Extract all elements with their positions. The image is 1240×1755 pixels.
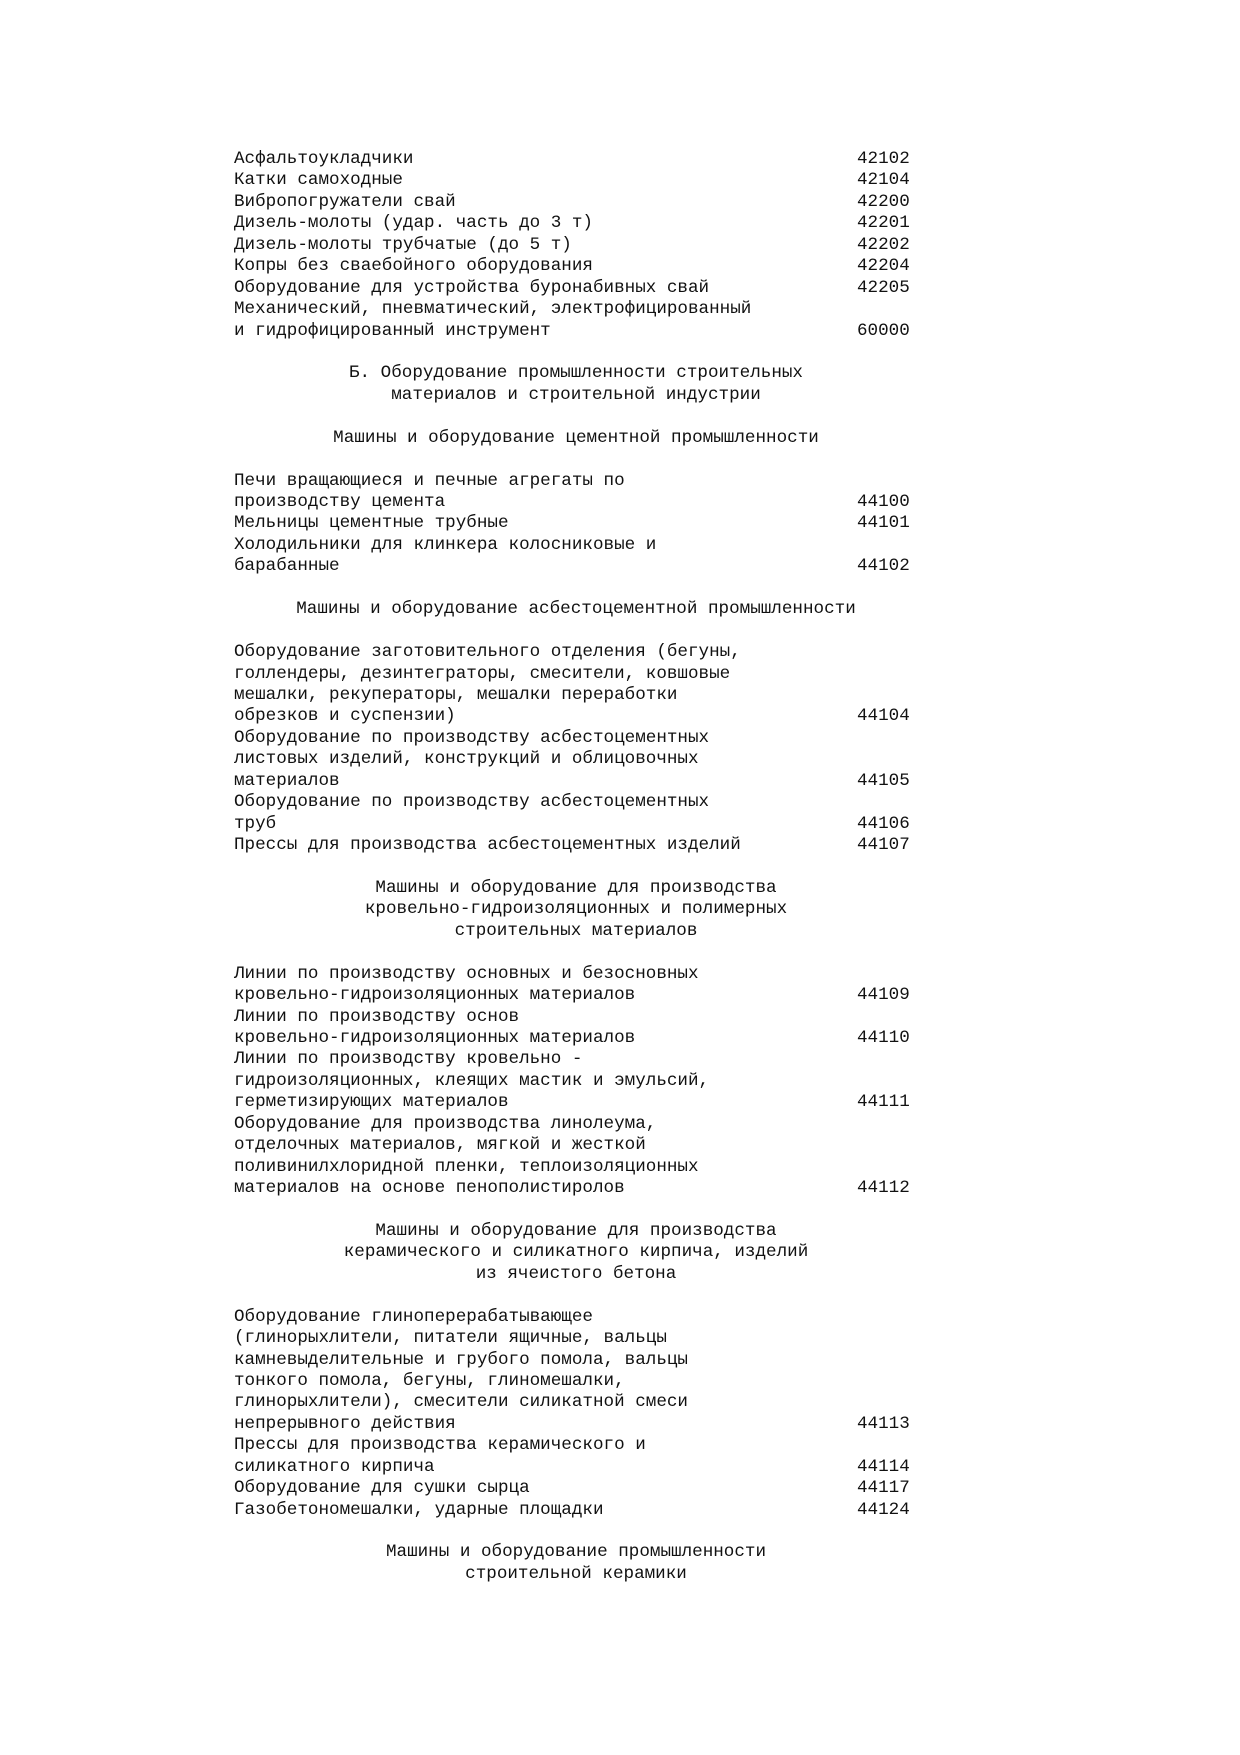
- item-text: Дизель-молоты трубчатые (до 5 т): [234, 234, 572, 255]
- list-item-line: [234, 235, 918, 256]
- item-code: 44111: [857, 1092, 910, 1113]
- spacer: [234, 856, 918, 877]
- item-text: Линии по производству основных и безосновных: [234, 963, 699, 984]
- list-item-line: [234, 471, 918, 492]
- list-item-line: [234, 492, 918, 513]
- section-heading: Б. Оборудование промышленности строительных: [349, 363, 803, 384]
- list-item-line: [234, 149, 918, 170]
- item-code: 44110: [857, 1027, 910, 1048]
- list-item-line: [234, 513, 918, 534]
- item-text: Газобетономешалки, ударные площадки: [234, 1499, 604, 1520]
- list-item-line: [234, 1392, 918, 1413]
- item-text: герметизирующих материалов: [234, 1092, 509, 1113]
- list-item-line: [234, 1414, 918, 1435]
- list-item-line: [234, 1071, 918, 1092]
- item-text: Линии по производству основ: [234, 1006, 520, 1027]
- spacer: [234, 406, 918, 427]
- document-page: [234, 149, 918, 1585]
- item-text: Копры без сваебойного оборудования: [234, 256, 593, 277]
- list-item-line: [234, 1007, 918, 1028]
- section-heading: Машины и оборудование цементной промышленности: [333, 427, 819, 448]
- list-item-line: [234, 1328, 918, 1349]
- item-text: мешалки, рекуператоры, мешалки переработки: [234, 684, 678, 705]
- list-item-line: [234, 256, 918, 277]
- list-item-line: [234, 1435, 918, 1456]
- section-heading: из ячеистого бетона: [475, 1263, 677, 1284]
- list-item-line: [234, 213, 918, 234]
- list-item-line: [234, 706, 918, 727]
- item-text: Печи вращающиеся и печные агрегаты по: [234, 470, 625, 491]
- list-item-line: [234, 771, 918, 792]
- item-text: непрерывного действия: [234, 1413, 456, 1434]
- item-text: Оборудование для сушки сырца: [234, 1478, 530, 1499]
- item-text: производству цемента: [234, 492, 446, 512]
- item-text: тонкого помола, бегуны, глиномешалки,: [234, 1370, 625, 1391]
- item-text: Оборудование по производству асбестоцементных: [234, 792, 710, 813]
- item-code: 44105: [857, 770, 910, 791]
- item-text: Катки самоходные: [234, 170, 403, 191]
- item-text: Прессы для производства керамического и: [234, 1435, 646, 1456]
- item-code: 44113: [857, 1413, 910, 1434]
- item-code: 42102: [857, 149, 910, 169]
- item-text: голлендеры, дезинтеграторы, смесители, ковшовые: [234, 663, 731, 684]
- list-item-line: [234, 1114, 918, 1135]
- spacer: [234, 449, 918, 470]
- item-text: труб: [234, 813, 277, 834]
- list-item-line: [234, 1157, 918, 1178]
- list-item-line: [234, 685, 918, 706]
- spacer: [234, 342, 918, 363]
- section-heading: кровельно-гидроизоляционных и полимерных: [364, 899, 788, 920]
- item-text: кровельно-гидроизоляционных материалов: [234, 1027, 636, 1048]
- list-item-line: [234, 1350, 918, 1371]
- list-item-line: [234, 1307, 918, 1328]
- section-heading: Машины и оборудование промышленности: [385, 1542, 767, 1563]
- item-text: обрезков и суспензии): [234, 706, 456, 727]
- list-item-line: [234, 278, 918, 299]
- item-text: Холодильники для клинкера колосниковые и: [234, 534, 657, 555]
- section-heading: Машины и оборудование для производства: [375, 1220, 777, 1241]
- item-text: Мельницы цементные трубные: [234, 513, 509, 534]
- item-code: 42104: [857, 170, 910, 191]
- item-text: Оборудование для производства линолеума,: [234, 1113, 657, 1134]
- item-text: силикатного кирпича: [234, 1456, 435, 1477]
- item-text: поливинилхлоридной пленки, теплоизоляционных: [234, 1156, 699, 1177]
- item-code: 44109: [857, 985, 910, 1006]
- list-item-line: [234, 814, 918, 835]
- item-code: 42200: [857, 191, 910, 212]
- item-text: Линии по производству кровельно -: [234, 1049, 583, 1070]
- section-heading: материалов и строительной индустрии: [391, 384, 761, 405]
- list-item-line: [234, 1500, 918, 1521]
- section-heading: строительной керамики: [465, 1563, 687, 1584]
- item-code: 44112: [857, 1178, 910, 1198]
- list-item-line: [234, 728, 918, 749]
- list-item-line: [234, 642, 918, 663]
- list-item-line: [234, 1092, 918, 1113]
- list-item-line: [234, 664, 918, 685]
- list-item-line: [234, 192, 918, 213]
- item-code: 42205: [857, 277, 910, 298]
- list-item-line: [234, 792, 918, 813]
- item-code: 44102: [857, 556, 910, 577]
- item-code: 44101: [857, 513, 910, 534]
- item-text: Оборудование заготовительного отделения (бегуны,: [234, 642, 741, 663]
- list-item-line: [234, 749, 918, 770]
- item-text: глинорыхлители), смесители силикатной смеси: [234, 1392, 688, 1413]
- item-code: 60000: [857, 320, 910, 341]
- item-text: Прессы для производства асбестоцементных изделий: [234, 835, 741, 855]
- section-heading: Машины и оборудование асбестоцементной промышленности: [296, 599, 856, 620]
- item-code: 44104: [857, 706, 910, 727]
- spacer: [234, 621, 918, 642]
- list-item-line: [234, 1178, 918, 1199]
- list-item-line: [234, 835, 918, 856]
- item-code: 42202: [857, 234, 910, 255]
- list-item-line: [234, 1028, 918, 1049]
- item-text: Оборудование по производству асбестоцементных: [234, 727, 710, 748]
- item-text: листовых изделий, конструкций и облицовочных: [234, 749, 699, 770]
- list-item-line: [234, 170, 918, 191]
- item-text: Механический, пневматический, электрофицированный: [234, 299, 752, 320]
- list-item-line: [234, 1049, 918, 1070]
- item-text: барабанные: [234, 556, 340, 577]
- item-text: (глинорыхлители, питатели ящичные, вальцы: [234, 1328, 667, 1349]
- item-text: Оборудование глиноперерабатывающее: [234, 1306, 593, 1327]
- spacer: [234, 942, 918, 963]
- item-code: 42201: [857, 213, 910, 234]
- list-item-line: [234, 556, 918, 577]
- item-text: Асфальтоукладчики: [234, 149, 414, 169]
- item-code: 44114: [857, 1456, 910, 1477]
- item-text: отделочных материалов, мягкой и жесткой: [234, 1135, 646, 1156]
- list-item-line: [234, 964, 918, 985]
- spacer: [234, 1199, 918, 1220]
- section-heading: керамического и силикатного кирпича, изделий: [343, 1242, 809, 1263]
- list-item-line: [234, 985, 918, 1006]
- section-heading: строительных материалов: [454, 920, 698, 941]
- section-heading: Машины и оборудование для производства: [375, 877, 777, 898]
- list-item-line: [234, 1135, 918, 1156]
- item-text: кровельно-гидроизоляционных материалов: [234, 985, 636, 1006]
- spacer: [234, 1521, 918, 1542]
- item-code: 42204: [857, 256, 910, 277]
- list-item-line: [234, 1457, 918, 1478]
- item-text: Оборудование для устройства буронабивных свай: [234, 277, 710, 298]
- spacer: [234, 578, 918, 599]
- item-code: 44124: [857, 1499, 910, 1520]
- item-text: материалов: [234, 770, 340, 791]
- item-code: 44100: [857, 492, 910, 512]
- item-code: 44106: [857, 813, 910, 834]
- item-code: 44117: [857, 1478, 910, 1499]
- item-text: Дизель-молоты (удар. часть до 3 т): [234, 213, 593, 234]
- spacer: [234, 1285, 918, 1306]
- list-item-line: [234, 1371, 918, 1392]
- list-item-line: [234, 321, 918, 342]
- item-text: материалов на основе пенополистиролов: [234, 1178, 625, 1198]
- list-item-line: [234, 299, 918, 320]
- item-text: камневыделительные и грубого помола, вальцы: [234, 1349, 688, 1370]
- list-item-line: [234, 1478, 918, 1499]
- item-text: и гидрофицированный инструмент: [234, 320, 551, 341]
- item-text: Вибропогружатели свай: [234, 191, 456, 212]
- item-text: гидроизоляционных, клеящих мастик и эмульсий,: [234, 1070, 710, 1091]
- item-code: 44107: [857, 835, 910, 855]
- list-item-line: [234, 535, 918, 556]
